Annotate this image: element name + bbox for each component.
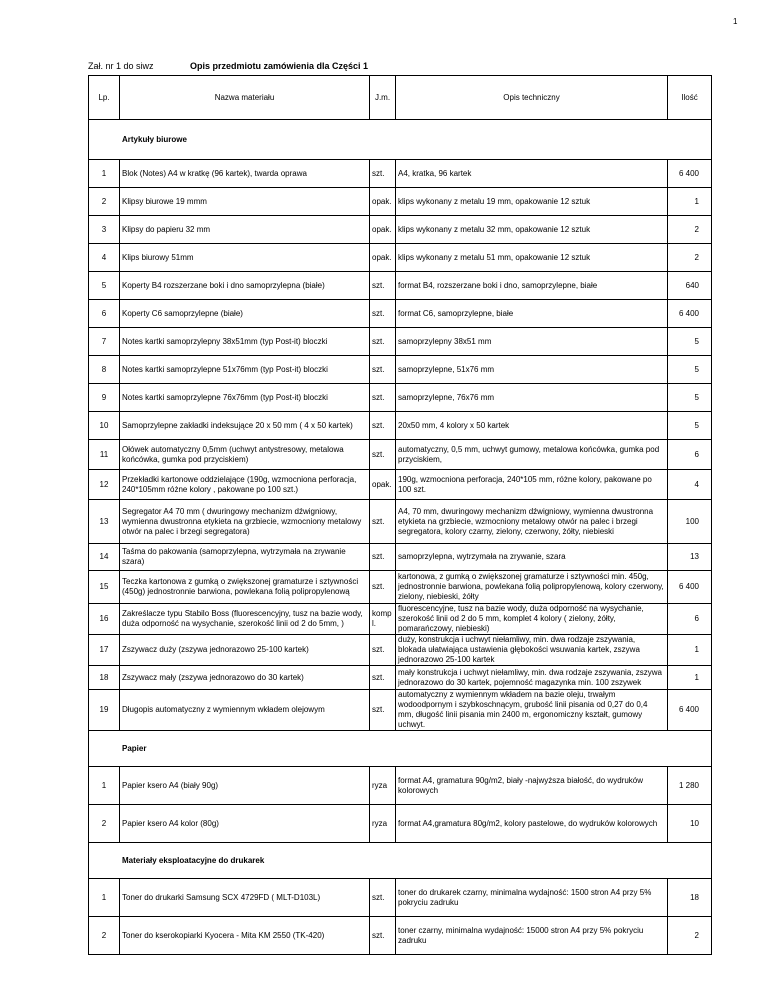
cell-unit: opak.	[370, 216, 396, 244]
cell-name: Koperty C6 samoprzylepne (białe)	[120, 300, 370, 328]
cell-name: Klipsy do papieru 32 mm	[120, 216, 370, 244]
page-number: 1	[733, 17, 738, 26]
cell-desc: samoprzylepny 38x51 mm	[396, 328, 668, 356]
cell-desc: samoprzylepne, 51x76 mm	[396, 356, 668, 384]
cell-desc: toner do drukarek czarny, minimalna wydajność: 1500 stron A4 przy 5% pokryciu zadruku	[396, 879, 668, 917]
cell-lp: 1	[89, 767, 120, 805]
section-title: Artykuły biurowe	[89, 120, 712, 160]
table-row	[89, 805, 712, 843]
cell-name: Toner do drukarki Samsung SCX 4729FD ( MLT-D103L)	[120, 879, 370, 917]
cell-unit: ryza	[370, 767, 396, 805]
table-row	[89, 216, 712, 244]
cell-name: Teczka kartonowa z gumką o zwiększonej gramaturze i sztywności (450g) jednostronnie barwiona, powlekana folią polipropylenową	[120, 571, 370, 604]
cell-qty: 6	[668, 604, 712, 635]
cell-name: Notes kartki samoprzylepne 51x76mm (typ Post-it) bloczki	[120, 356, 370, 384]
cell-lp: 6	[89, 300, 120, 328]
cell-unit: szt.	[370, 412, 396, 440]
cell-name: Notes kartki samoprzylepny 38x51mm (typ Post-it) bloczki	[120, 328, 370, 356]
cell-unit: szt.	[370, 272, 396, 300]
col-qty: Ilość	[668, 76, 712, 120]
section-header	[89, 120, 712, 160]
cell-unit: szt.	[370, 160, 396, 188]
table-row	[89, 160, 712, 188]
cell-unit: szt.	[370, 440, 396, 470]
cell-qty: 2	[668, 244, 712, 272]
cell-desc: automatyczny z wymiennym wkładem na bazie oleju, trwałym wodoodpornym i szybkoschnącym, grubość linii pisania od 0,27 do 0,4 mm, długość linii pisania min 2400 m, ergonomiczny kształt, gumowy uchwyt.	[396, 690, 668, 731]
cell-qty: 6 400	[668, 300, 712, 328]
cell-unit: szt.	[370, 500, 396, 544]
cell-desc: A4, 70 mm, dwuringowy mechanizm dźwigniowy, wymienna dwustronna etykieta na grzbiecie, wzmocniony metalowy otwór na palec i brzegi segregatora, kolory czarny, zielony, czerwony, żółty, niebieski	[396, 500, 668, 544]
cell-lp: 2	[89, 917, 120, 955]
cell-desc: 20x50 mm, 4 kolory x 50 kartek	[396, 412, 668, 440]
cell-name: Przekładki kartonowe oddzielające (190g, wzmocniona perforacja, 240*105mm różne kolory , pakowane po 100 szt.)	[120, 470, 370, 500]
col-unit: J.m.	[370, 76, 396, 120]
cell-desc: samoprzylepna, wytrzymała na zrywanie, szara	[396, 544, 668, 571]
cell-unit: szt.	[370, 300, 396, 328]
cell-desc: format B4, rozszerzane boki i dno, samoprzylepne, białe	[396, 272, 668, 300]
cell-unit: opak.	[370, 188, 396, 216]
cell-lp: 1	[89, 879, 120, 917]
cell-lp: 2	[89, 188, 120, 216]
cell-unit: komp l.	[370, 604, 396, 635]
section-title: Papier	[89, 731, 712, 767]
cell-unit: ryza	[370, 805, 396, 843]
table-row	[89, 384, 712, 412]
cell-desc: klips wykonany z metalu 32 mm, opakowanie 12 sztuk	[396, 216, 668, 244]
col-name: Nazwa materiału	[120, 76, 370, 120]
table-row	[89, 635, 712, 666]
cell-name: Papier ksero A4 (biały 90g)	[120, 767, 370, 805]
cell-name: Długopis automatyczny z wymiennym wkładem olejowym	[120, 690, 370, 731]
table-header-row	[89, 76, 712, 120]
cell-name: Klipsy biurowe 19 mmm	[120, 188, 370, 216]
table-row	[89, 412, 712, 440]
table-row	[89, 356, 712, 384]
cell-qty: 1	[668, 635, 712, 666]
cell-unit: szt.	[370, 666, 396, 690]
table-row	[89, 666, 712, 690]
table-row	[89, 604, 712, 635]
cell-unit: szt.	[370, 690, 396, 731]
cell-desc: mały konstrukcja i uchwyt niełamliwy, min. dwa rodzaje zszywania, zszywa jednorazowo do 30 kartek, pojemność magazynka min. 100 zszywek	[396, 666, 668, 690]
section-header	[89, 731, 712, 767]
cell-qty: 5	[668, 356, 712, 384]
cell-qty: 6 400	[668, 690, 712, 731]
annex-label: Zał. nr 1 do siwz	[88, 61, 154, 71]
cell-unit: opak.	[370, 244, 396, 272]
cell-unit: opak.	[370, 470, 396, 500]
table-row	[89, 244, 712, 272]
cell-qty: 6 400	[668, 571, 712, 604]
cell-desc: format A4, gramatura 90g/m2, biały -najwyższa białość, do wydruków kolorowych	[396, 767, 668, 805]
cell-unit: szt.	[370, 328, 396, 356]
cell-lp: 8	[89, 356, 120, 384]
table-row	[89, 328, 712, 356]
cell-qty: 5	[668, 328, 712, 356]
cell-qty: 4	[668, 470, 712, 500]
cell-name: Zszywacz duży (zszywa jednorazowo 25-100 kartek)	[120, 635, 370, 666]
cell-name: Papier ksero A4 kolor (80g)	[120, 805, 370, 843]
cell-desc: A4, kratka, 96 kartek	[396, 160, 668, 188]
cell-lp: 12	[89, 470, 120, 500]
cell-desc: format C6, samoprzylepne, białe	[396, 300, 668, 328]
table-row	[89, 917, 712, 955]
cell-lp: 7	[89, 328, 120, 356]
cell-qty: 2	[668, 917, 712, 955]
cell-unit: szt.	[370, 356, 396, 384]
cell-name: Zszywacz mały (zszywa jednorazowo do 30 kartek)	[120, 666, 370, 690]
table-row	[89, 544, 712, 571]
cell-desc: toner czarny, minimalna wydajność: 15000 stron A4 przy 5% pokryciu zadruku	[396, 917, 668, 955]
cell-desc: klips wykonany z metalu 19 mm, opakowanie 12 sztuk	[396, 188, 668, 216]
table-row	[89, 571, 712, 604]
cell-qty: 100	[668, 500, 712, 544]
cell-desc: kartonowa, z gumką o zwiększonej gramaturze i sztywności min. 450g, jednostronnie barwiona, powlekana folią polipropylenową, kolory czerwony, zielony, niebieski, żółty	[396, 571, 668, 604]
cell-qty: 6	[668, 440, 712, 470]
cell-lp: 19	[89, 690, 120, 731]
cell-lp: 5	[89, 272, 120, 300]
order-table	[88, 75, 712, 955]
cell-lp: 14	[89, 544, 120, 571]
cell-name: Notes kartki samoprzylepne 76x76mm (typ Post-it) bloczki	[120, 384, 370, 412]
cell-name: Zakreślacze typu Stabilo Boss (fluorescencyjny, tusz na bazie wody, duża odporność na wysychanie, szerokość linii od 2 do 5mm, )	[120, 604, 370, 635]
cell-desc: fluorescencyjne, tusz na bazie wody, duża odporność na wysychanie, szerokość linii od 2 do 5 mm, komplet 4 kolory ( zielony, żółty, pomarańczowy, niebieski)	[396, 604, 668, 635]
cell-qty: 1 280	[668, 767, 712, 805]
cell-qty: 13	[668, 544, 712, 571]
table-row	[89, 879, 712, 917]
cell-lp: 1	[89, 160, 120, 188]
cell-qty: 18	[668, 879, 712, 917]
cell-lp: 18	[89, 666, 120, 690]
cell-desc: 190g, wzmocniona perforacja, 240*105 mm, różne kolory, pakowane po 100 szt.	[396, 470, 668, 500]
table-row	[89, 767, 712, 805]
cell-name: Samoprzylepne zakładki indeksujące 20 x 50 mm ( 4 x 50 kartek)	[120, 412, 370, 440]
table-row	[89, 440, 712, 470]
cell-lp: 13	[89, 500, 120, 544]
cell-name: Ołówek automatyczny 0,5mm (uchwyt antystresowy, metalowa końcówka, gumka pod przyciskiem)	[120, 440, 370, 470]
cell-name: Klips biurowy 51mm	[120, 244, 370, 272]
table-row	[89, 470, 712, 500]
table-row	[89, 500, 712, 544]
cell-qty: 5	[668, 412, 712, 440]
document-title: Opis przedmiotu zamówienia dla Części 1	[190, 61, 369, 71]
cell-lp: 17	[89, 635, 120, 666]
table-row	[89, 300, 712, 328]
cell-qty: 6 400	[668, 160, 712, 188]
cell-lp: 3	[89, 216, 120, 244]
col-lp: Lp.	[89, 76, 120, 120]
cell-desc: klips wykonany z metalu 51 mm, opakowanie 12 sztuk	[396, 244, 668, 272]
cell-desc: automatyczny, 0,5 mm, uchwyt gumowy, metalowa końcówka, gumka pod przyciskiem,	[396, 440, 668, 470]
cell-desc: samoprzylepne, 76x76 mm	[396, 384, 668, 412]
cell-unit: szt.	[370, 384, 396, 412]
section-header	[89, 843, 712, 879]
cell-lp: 16	[89, 604, 120, 635]
cell-qty: 1	[668, 188, 712, 216]
cell-unit: szt.	[370, 879, 396, 917]
cell-lp: 2	[89, 805, 120, 843]
cell-lp: 4	[89, 244, 120, 272]
cell-name: Koperty B4 rozszerzane boki i dno samoprzylepna (białe)	[120, 272, 370, 300]
section-title: Materiały eksploatacyjne do drukarek	[89, 843, 712, 879]
cell-lp: 10	[89, 412, 120, 440]
cell-unit: szt.	[370, 917, 396, 955]
cell-qty: 2	[668, 216, 712, 244]
cell-qty: 5	[668, 384, 712, 412]
cell-desc: duży, konstrukcja i uchwyt niełamliwy, min. dwa rodzaje zszywania, blokada ułatwiająca ustawienia głębokości wsuwania kartek, zszywa jednorazowo 25-100 kartek	[396, 635, 668, 666]
cell-lp: 11	[89, 440, 120, 470]
cell-qty: 640	[668, 272, 712, 300]
cell-name: Segregator A4 70 mm ( dwuringowy mechanizm dźwigniowy, wymienna dwustronna etykieta na grzbiecie, wzmocniony metalowy otwór na palec i brzegi segregatora)	[120, 500, 370, 544]
table-row	[89, 690, 712, 731]
cell-name: Blok (Notes) A4 w kratkę (96 kartek), twarda oprawa	[120, 160, 370, 188]
cell-name: Taśma do pakowania (samoprzylepna, wytrzymała na zrywanie szara)	[120, 544, 370, 571]
cell-desc: format A4,gramatura 80g/m2, kolory pastelowe, do wydruków kolorowych	[396, 805, 668, 843]
cell-qty: 1	[668, 666, 712, 690]
table-row	[89, 188, 712, 216]
cell-lp: 9	[89, 384, 120, 412]
cell-unit: szt.	[370, 571, 396, 604]
cell-qty: 10	[668, 805, 712, 843]
cell-name: Toner do kserokopiarki Kyocera - Mita KM 2550 (TK-420)	[120, 917, 370, 955]
cell-lp: 15	[89, 571, 120, 604]
table-row	[89, 272, 712, 300]
cell-unit: szt.	[370, 544, 396, 571]
cell-unit: szt.	[370, 635, 396, 666]
col-desc: Opis techniczny	[396, 76, 668, 120]
